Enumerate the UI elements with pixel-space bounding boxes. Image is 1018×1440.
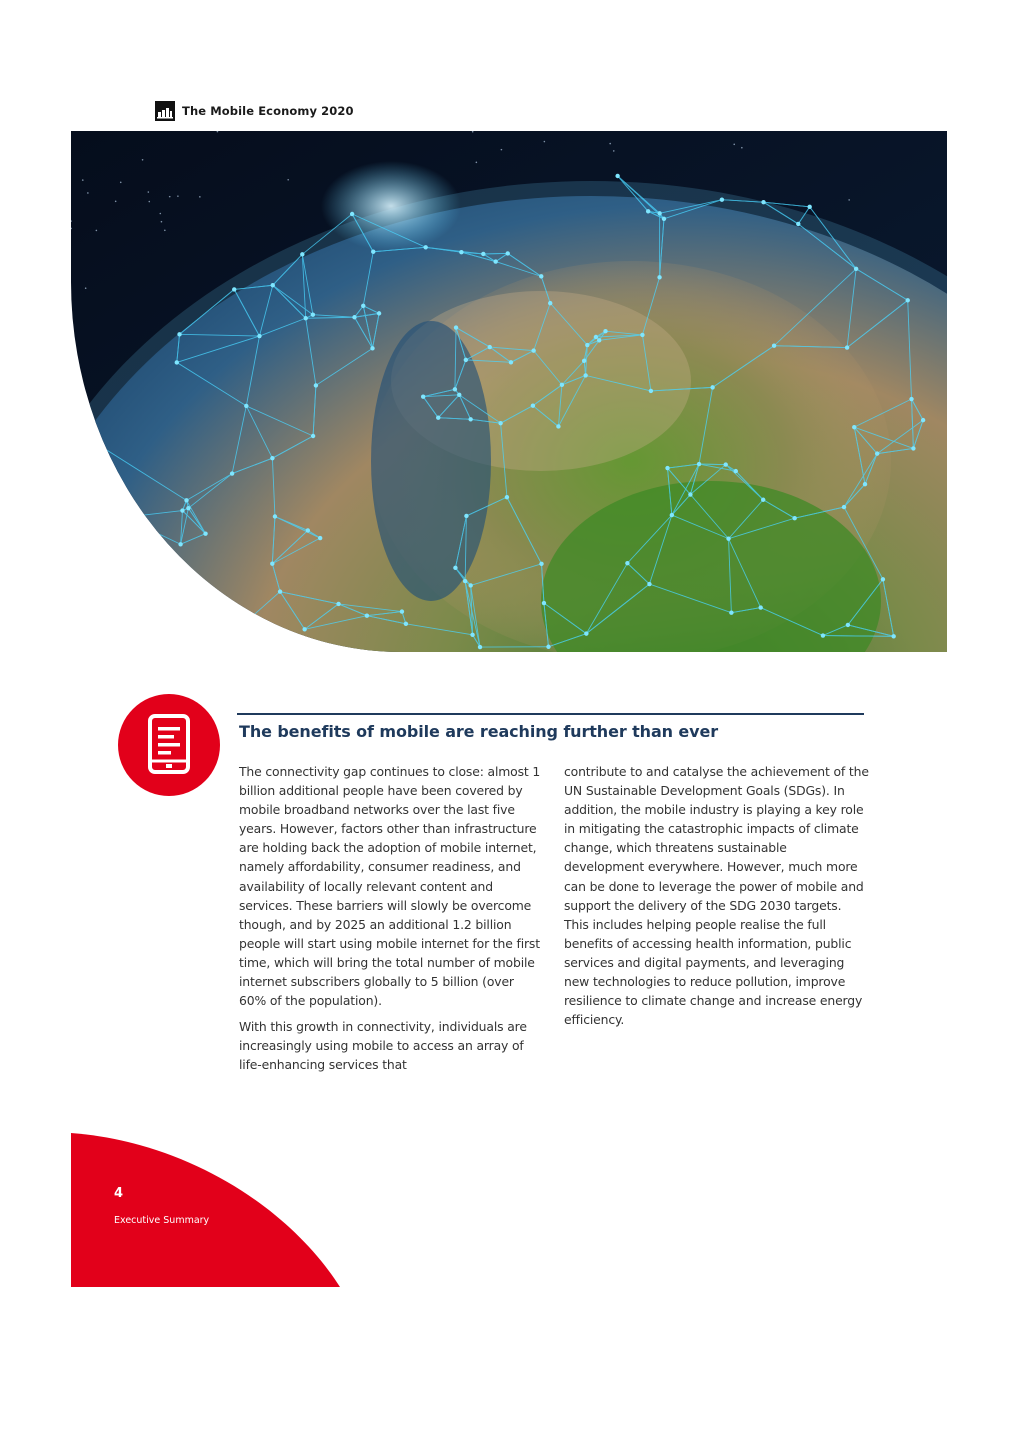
footer-section-name: Executive Summary xyxy=(114,1215,210,1226)
paragraph: contribute to and catalyse the achievement of the UN Sustainable Development Goals (SDGs). In addition, the mobile industry is playing a key role in mitigating the catastrophic impacts of climate change, which threatens sustainable development everywhere. However, much more can be done to leverage the power of mobile and support the delivery of the SDG 2030 targets. This includes helping people realise the full benefits of accessing health information, public services and digital payments, and leveraging new technologies to reduce pollution, improve resilience to climate change and increase energy efficiency. xyxy=(564,764,869,1028)
body-column-right xyxy=(564,762,869,1036)
running-header xyxy=(155,101,354,121)
heading-rule xyxy=(237,713,864,715)
earth-network-image xyxy=(71,131,947,652)
paragraph: With this growth in connectivity, individuals are increasingly using mobile to access an array of life-enhancing services that xyxy=(239,1019,527,1073)
section-heading: The benefits of mobile are reaching further than ever xyxy=(239,722,719,741)
paragraph: The connectivity gap continues to close: almost 1 billion additional people have been covered by mobile broadband networks over the last five years. However, factors other than infrastructure are holding back the adoption of mobile internet, namely affordability, consumer readiness, and availability of locally relevant content and services. These barriers will slowly be overcome though, and by 2025 an additional 1.2 billion people will start using mobile internet for the first time, which will bring the total number of mobile internet subscribers globally to 5 billion (over 60% of the population). xyxy=(239,764,541,1009)
body-column-left xyxy=(239,762,544,1082)
publication-title: The Mobile Economy 2020 xyxy=(182,104,354,118)
mobile-phone-icon xyxy=(118,694,220,796)
footer-tab xyxy=(71,1133,341,1287)
page-number: 4 xyxy=(114,1186,124,1201)
gsma-building-icon xyxy=(155,101,175,121)
